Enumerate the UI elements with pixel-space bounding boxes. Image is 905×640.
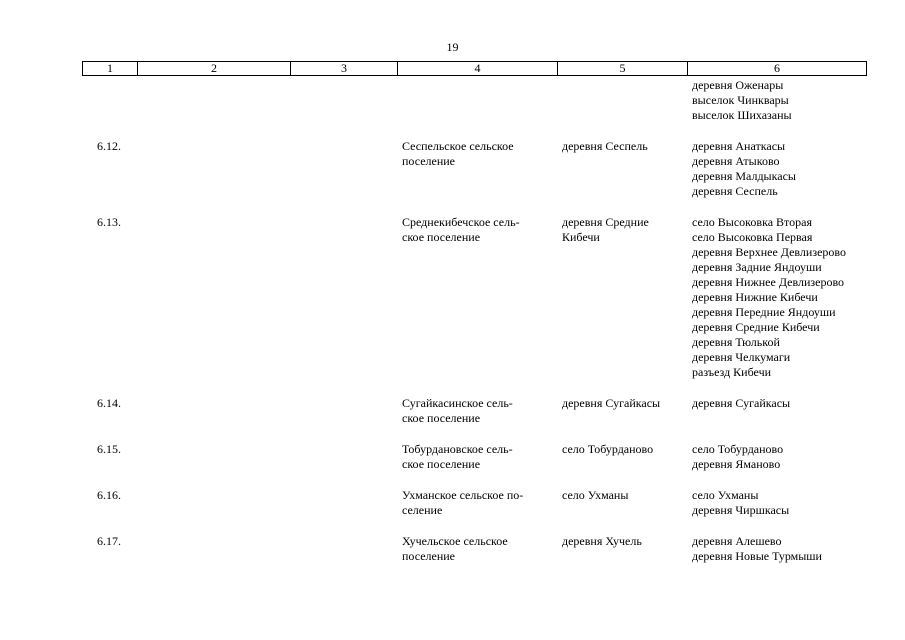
settlements-list <box>686 78 865 123</box>
municipality-name-line: Среднекибечское сель- <box>402 215 520 229</box>
settlement-item: село Ухманы <box>692 488 759 502</box>
column-number-header <box>82 61 867 76</box>
row-number: 6.17. <box>97 534 121 548</box>
settlement-item: деревня Оженары <box>692 78 784 92</box>
header-col-1: 1 <box>83 62 138 76</box>
settlement-item: деревня Тюлькой <box>692 335 780 349</box>
row-number: 6.16. <box>97 488 121 502</box>
table-row <box>82 488 865 518</box>
administrative-center <box>556 396 686 411</box>
settlement-item: деревня Яманово <box>692 457 781 471</box>
municipality-name <box>396 215 556 245</box>
settlement-item: деревня Сеспель <box>692 184 778 198</box>
settlement-item: деревня Атыково <box>692 154 780 168</box>
settlements-list <box>686 396 865 411</box>
table-row <box>82 534 865 564</box>
header-col-3: 3 <box>291 62 398 76</box>
settlements-list <box>686 215 865 380</box>
settlement-item: деревня Алешево <box>692 534 782 548</box>
settlement-item: выселок Шихазаны <box>692 108 792 122</box>
table-row <box>82 215 865 380</box>
table-row <box>82 139 865 199</box>
settlement-item: деревня Чиршкасы <box>692 503 790 517</box>
settlement-item: деревня Средние Кибечи <box>692 320 820 334</box>
header-col-5: 5 <box>558 62 688 76</box>
administrative-center <box>556 215 686 245</box>
settlement-item: разъезд Кибечи <box>692 365 772 379</box>
settlement-item: село Высоковка Первая <box>692 230 813 244</box>
settlement-item: выселок Чинквары <box>692 93 789 107</box>
administrative-center-line: село Ухманы <box>562 488 629 502</box>
settlement-item: деревня Анаткасы <box>692 139 786 153</box>
administrative-center-line: деревня Сеспель <box>562 139 648 153</box>
row-number: 6.15. <box>97 442 121 456</box>
administrative-center-line: Кибечи <box>562 230 600 244</box>
municipality-name-line: Тобурдановское сель- <box>402 442 513 456</box>
municipality-name-line: поселение <box>402 154 456 168</box>
municipality-name-line: Хучельское сельское <box>402 534 508 548</box>
municipality-name-line: ское поселение <box>402 457 481 471</box>
municipality-name <box>396 488 556 518</box>
header-col-6: 6 <box>688 62 867 76</box>
settlement-item: село Высоковка Вторая <box>692 215 812 229</box>
municipality-name-line: Ухманское сельское по- <box>402 488 524 502</box>
settlement-item: деревня Малдыкасы <box>692 169 796 183</box>
settlement-item: деревня Челкумаги <box>692 350 791 364</box>
settlement-item: деревня Передние Яндоуши <box>692 305 836 319</box>
settlement-item: деревня Сугайкасы <box>692 396 791 410</box>
settlement-item: деревня Верхнее Девлизерово <box>692 245 846 259</box>
settlements-list <box>686 442 865 472</box>
settlements-list <box>686 488 865 518</box>
row-number: 6.14. <box>97 396 121 410</box>
municipality-name-line: Сугайкасинское сель- <box>402 396 513 410</box>
settlement-item: деревня Нижние Кибечи <box>692 290 818 304</box>
settlement-table-body <box>82 78 865 564</box>
administrative-center <box>556 139 686 154</box>
settlement-item: деревня Нижнее Девлизерово <box>692 275 845 289</box>
municipality-name-line: ское поселение <box>402 230 481 244</box>
page-number: 19 <box>446 40 459 54</box>
settlements-list <box>686 139 865 199</box>
administrative-center <box>556 442 686 457</box>
administrative-center-line: село Тобурданово <box>562 442 654 456</box>
settlement-item: село Тобурданово <box>692 442 784 456</box>
continuation-row <box>82 78 865 123</box>
settlement-item: деревня Новые Турмыши <box>692 549 822 563</box>
administrative-center-line: деревня Сугайкасы <box>562 396 661 410</box>
row-number: 6.12. <box>97 139 121 153</box>
table-row <box>82 442 865 472</box>
table-row <box>82 396 865 426</box>
administrative-center-line: деревня Средние <box>562 215 649 229</box>
municipality-name <box>396 442 556 472</box>
municipality-name-line: селение <box>402 503 443 517</box>
header-col-4: 4 <box>398 62 558 76</box>
municipality-name <box>396 534 556 564</box>
administrative-center-line: деревня Хучель <box>562 534 642 548</box>
administrative-center <box>556 488 686 503</box>
administrative-center <box>556 534 686 549</box>
settlement-item: деревня Задние Яндоуши <box>692 260 822 274</box>
municipality-name-line: поселение <box>402 549 456 563</box>
header-col-2: 2 <box>138 62 291 76</box>
municipality-name <box>396 396 556 426</box>
municipality-name-line: Сеспельское сельское <box>402 139 514 153</box>
municipality-name <box>396 139 556 169</box>
settlements-list <box>686 534 865 564</box>
municipality-name-line: ское поселение <box>402 411 481 425</box>
row-number: 6.13. <box>97 215 121 229</box>
